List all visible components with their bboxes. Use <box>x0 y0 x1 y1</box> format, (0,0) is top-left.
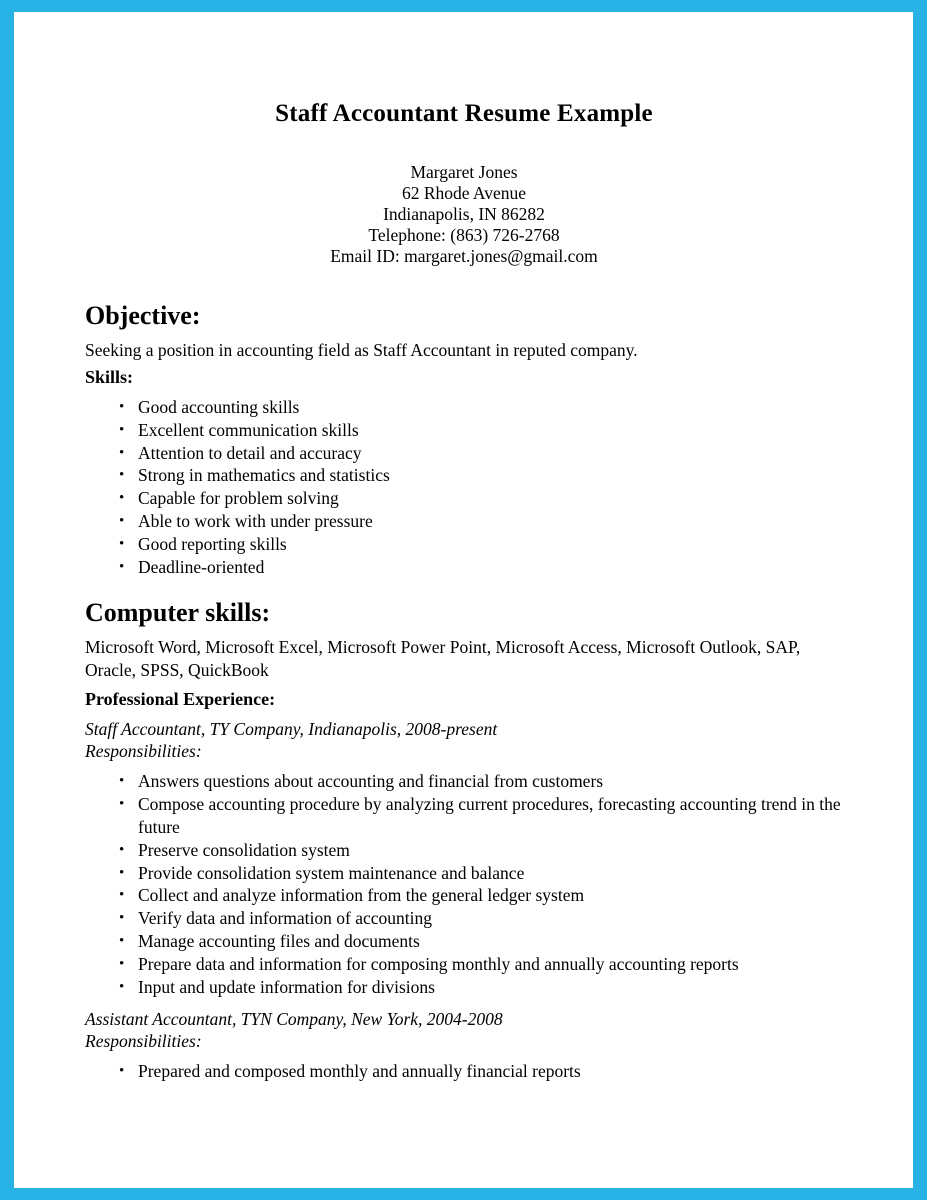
document-title: Staff Accountant Resume Example <box>275 100 653 127</box>
responsibilities-list <box>85 1060 843 1083</box>
experience-section <box>85 689 843 1083</box>
computer-skills-text: Microsoft Word, Microsoft Excel, Microsoft Power Point, Microsoft Access, Microsoft Outlook, SAP, Oracle, SPSS, QuickBook <box>85 637 801 680</box>
contact-address-line1: 62 Rhode Avenue <box>401 183 527 203</box>
computer-skills-heading: Computer skills: <box>85 598 271 628</box>
list-item: • Input and update information for divisions <box>119 976 843 999</box>
contact-name: Margaret Jones <box>410 162 518 182</box>
list-item: • Able to work with under pressure <box>119 510 843 533</box>
job-entry <box>85 718 843 998</box>
list-item: • Prepare data and information for composing monthly and annually accounting reports <box>119 953 843 976</box>
list-item: • Capable for problem solving <box>119 487 843 510</box>
computer-skills-section <box>85 598 843 681</box>
job-title-line: Staff Accountant, TY Company, Indianapolis, 2008-present <box>85 719 498 740</box>
list-item: • Prepared and composed monthly and annually financial reports <box>119 1060 843 1083</box>
list-item: • Collect and analyze information from the general ledger system <box>119 884 843 907</box>
contact-email: Email ID: margaret.jones@gmail.com <box>330 246 598 266</box>
skills-heading: Skills: <box>85 367 134 387</box>
responsibilities-list <box>85 770 843 998</box>
objective-section <box>85 301 843 578</box>
job-entry <box>85 1008 843 1083</box>
list-item: • Strong in mathematics and statistics <box>119 464 843 487</box>
contact-address-line2: Indianapolis, IN 86282 <box>383 204 545 224</box>
list-item: • Answers questions about accounting and financial from customers <box>119 770 843 793</box>
responsibilities-label: Responsibilities: <box>85 1031 202 1052</box>
contact-block <box>85 162 843 267</box>
list-item: • Preserve consolidation system <box>119 839 843 862</box>
list-item: • Excellent communication skills <box>119 419 843 442</box>
objective-text: Seeking a position in accounting field as Staff Accountant in reputed company. <box>85 340 638 360</box>
skills-block <box>85 367 843 578</box>
list-item: • Good reporting skills <box>119 533 843 556</box>
responsibilities-label: Responsibilities: <box>85 741 202 762</box>
experience-heading: Professional Experience: <box>85 689 276 710</box>
job-title-line: Assistant Accountant, TYN Company, New York, 2004-2008 <box>85 1009 503 1030</box>
resume-page <box>14 12 913 1188</box>
list-item: • Verify data and information of accounting <box>119 907 843 930</box>
skills-list <box>85 396 843 578</box>
list-item: • Deadline-oriented <box>119 556 843 579</box>
list-item: • Attention to detail and accuracy <box>119 442 843 465</box>
contact-telephone: Telephone: (863) 726-2768 <box>368 225 560 245</box>
list-item: • Good accounting skills <box>119 396 843 419</box>
list-item: • Manage accounting files and documents <box>119 930 843 953</box>
list-item: • Compose accounting procedure by analyzing current procedures, forecasting accounting trend in the future <box>119 793 843 839</box>
objective-heading: Objective: <box>85 301 201 330</box>
list-item: • Provide consolidation system maintenance and balance <box>119 862 843 885</box>
